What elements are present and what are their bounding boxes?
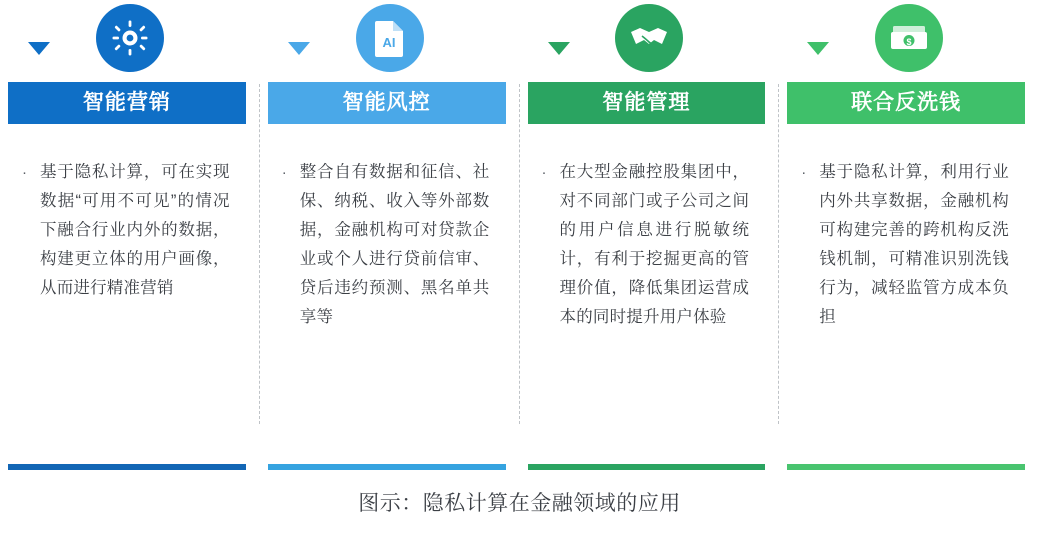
bullet-text: 基于隐私计算，利用行业内外共享数据，金融机构可构建完善的跨机构反洗钱机制，可精准识别洗钱行为，减轻监管方成本负担 [819,163,1009,326]
bullet-marker: · [541,164,547,181]
handshake-icon [615,4,683,72]
bullet-item [801,158,1009,332]
column-banner [268,82,506,124]
bullet-marker: · [801,164,807,181]
banner-notch [28,42,50,55]
column-banner [8,82,246,124]
svg-text:AI: AI [382,35,396,50]
bullet-item [282,158,490,332]
bullet-text: 基于隐私计算，可在实现数据“可用不可见”的情况下融合行业内外的数据，构建更立体的用户画像，从而进行精准营销 [40,163,230,297]
bullet-marker: · [22,164,27,181]
column-title: 智能营销 [82,91,171,114]
banner-notch [807,42,829,55]
column-smart-risk-control [260,0,520,470]
column-baseline [8,464,246,470]
column-baseline [528,464,766,470]
column-banner [528,82,766,124]
svg-text:$: $ [906,37,912,47]
column-joint-anti-money-laundering [779,0,1039,470]
banner-notch [548,42,570,55]
column-title: 智能管理 [602,91,691,114]
column-smart-marketing [0,0,260,470]
figure-caption: 图示：隐私计算在金融领域的应用 [358,492,681,515]
banner-notch [288,42,310,55]
column-smart-management [520,0,780,470]
sun-gear-icon [96,4,164,72]
column-baseline [268,464,506,470]
bullet-marker: · [281,164,287,181]
bullet-item [22,158,230,303]
bullet-item [542,158,750,332]
column-title: 智能风控 [342,91,431,114]
column-baseline [787,464,1025,470]
money-bills-icon [875,4,943,72]
column-title: 联合反洗钱 [851,91,962,114]
bullet-text: 整合自有数据和征信、社保、纳税、收入等外部数据，金融机构可对贷款企业或个人进行贷前信审、贷后违约预测、黑名单共享等 [299,163,490,326]
bullet-text: 在大型金融控股集团中，对不同部门或子公司之间的用户信息进行脱敏统计，有利于挖掘更高的管理价值，降低集团运营成本的同时提升用户体验 [559,163,750,326]
ai-document-icon [356,4,424,72]
column-banner [787,82,1025,124]
